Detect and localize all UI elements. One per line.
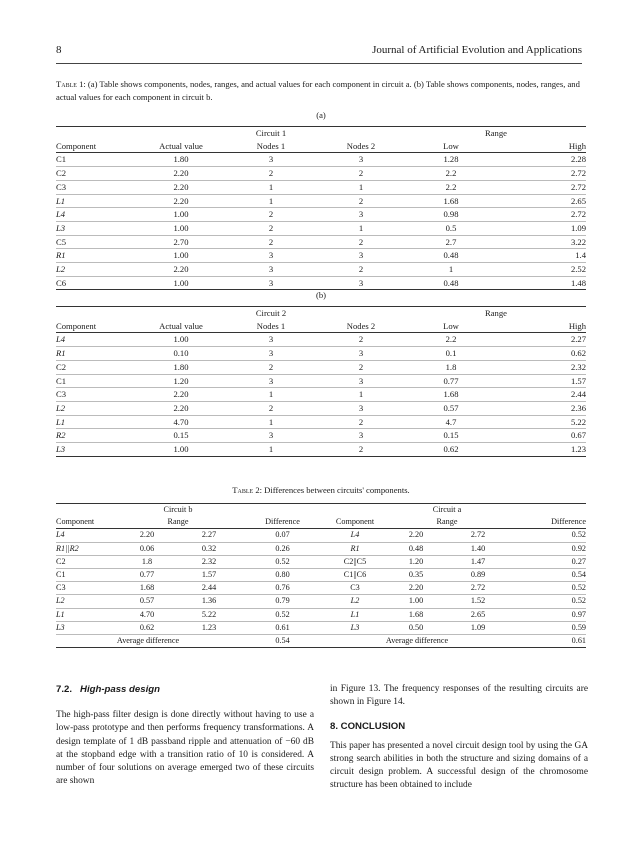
value-cell: 1.00 (136, 276, 226, 290)
value-cell: 2.44 (178, 582, 240, 595)
value-cell: 0.59 (509, 621, 586, 634)
col-header: Difference (240, 516, 325, 529)
component-cell: L2 (56, 401, 136, 415)
value-cell: 2 (316, 263, 406, 277)
value-cell: 0.26 (240, 542, 325, 555)
value-cell: 1.80 (136, 360, 226, 374)
value-cell: 1.68 (385, 608, 447, 621)
value-cell: 0.50 (385, 621, 447, 634)
value-cell: 3 (316, 401, 406, 415)
value-cell: 0.57 (116, 595, 178, 608)
component-cell: C1 (56, 569, 116, 582)
value-cell: 0.15 (136, 429, 226, 443)
value-cell: 1 (226, 415, 316, 429)
value-cell: 0.62 (116, 621, 178, 634)
col-header: Component (56, 516, 116, 529)
right-column (330, 683, 588, 792)
value-cell: 1.48 (496, 276, 586, 290)
component-cell: L1 (56, 194, 136, 208)
value-cell: 0.5 (406, 221, 496, 235)
value-cell: 2.72 (496, 167, 586, 181)
component-cell: C1||C6 (325, 569, 385, 582)
component-cell: L3 (56, 443, 136, 457)
component-cell: C3 (56, 180, 136, 194)
value-cell: 1.80 (136, 153, 226, 167)
value-cell: 3 (226, 429, 316, 443)
value-cell: 2.27 (178, 529, 240, 542)
value-cell: 1.57 (496, 374, 586, 388)
value-cell: 0.35 (385, 569, 447, 582)
col-header: Nodes 2 (316, 320, 406, 333)
value-cell: 0.48 (385, 542, 447, 555)
table-row (56, 208, 586, 222)
section-7-2-heading (56, 683, 314, 696)
value-cell: 1 (226, 194, 316, 208)
col-header: Nodes 1 (226, 320, 316, 333)
component-cell: L4 (56, 333, 136, 347)
value-cell: 0.62 (496, 347, 586, 361)
value-cell: 2.20 (136, 167, 226, 181)
running-header (56, 44, 582, 64)
value-cell: 2 (316, 443, 406, 457)
value-cell: 1.8 (406, 360, 496, 374)
col-header: Nodes 1 (226, 140, 316, 153)
value-cell: 2.20 (136, 401, 226, 415)
table-row (56, 263, 586, 277)
page-number: 8 (56, 44, 62, 56)
table1b (56, 306, 586, 457)
value-cell: 2.2 (406, 180, 496, 194)
table2-caption-label: Table 2: (232, 485, 263, 495)
value-cell: 3 (226, 333, 316, 347)
table-row (56, 582, 586, 595)
table1b-header (56, 320, 586, 333)
value-cell: 2 (226, 235, 316, 249)
value-cell: 0.52 (509, 529, 586, 542)
col-header: Difference (509, 516, 586, 529)
table-row (56, 153, 586, 167)
component-cell: C1 (56, 374, 136, 388)
table1a-header (56, 140, 586, 153)
component-cell: C1 (56, 153, 136, 167)
table1-caption-label: Table 1: (56, 79, 86, 89)
value-cell: 1.20 (136, 374, 226, 388)
value-cell: 0.89 (447, 569, 509, 582)
value-cell: 1.40 (447, 542, 509, 555)
col-header: Actual value (136, 320, 226, 333)
component-cell: C3 (56, 388, 136, 402)
col-header: Range (385, 516, 509, 529)
value-cell: 2.2 (406, 333, 496, 347)
value-cell: 2.20 (116, 529, 178, 542)
value-cell: 4.70 (136, 415, 226, 429)
value-cell: 3 (226, 374, 316, 388)
value-cell: 2.20 (136, 388, 226, 402)
value-cell: 0.07 (240, 529, 325, 542)
paragraph: The high-pass filter design is done directly without having to use a low-pass prototype and then performs frequency transformations. A design template of 1 dB passband ripple and attenuation of −60 dB at the stopband edge with a transition ratio of 10 is considered. A number of four solutions on average emerged two of these circuits are shown (56, 710, 314, 787)
value-cell: 1.00 (136, 249, 226, 263)
table1a-group: Circuit 1 (136, 127, 406, 140)
col-header: Nodes 2 (316, 140, 406, 153)
component-cell: L3 (325, 621, 385, 634)
section-8-heading: 8. CONCLUSION (330, 721, 406, 733)
value-cell: 0.52 (240, 555, 325, 568)
value-cell: 1.00 (136, 443, 226, 457)
value-cell: 1.20 (385, 555, 447, 568)
value-cell: 2.2 (406, 167, 496, 181)
table-row (56, 429, 586, 443)
table1a (56, 126, 586, 290)
table1a-range: Range (406, 127, 586, 140)
value-cell: 0.77 (406, 374, 496, 388)
value-cell: 3.22 (496, 235, 586, 249)
component-cell: R1 (56, 347, 136, 361)
value-cell: 0.54 (509, 569, 586, 582)
average-a: 0.61 (509, 635, 586, 648)
journal-title: Journal of Artificial Evolution and Applications (372, 44, 582, 56)
value-cell: 3 (316, 153, 406, 167)
value-cell: 2.20 (385, 529, 447, 542)
col-header: Low (406, 320, 496, 333)
value-cell: 2 (316, 360, 406, 374)
value-cell: 1.23 (496, 443, 586, 457)
value-cell: 1.52 (447, 595, 509, 608)
component-cell: L1 (56, 415, 136, 429)
average-label: Average difference (325, 635, 509, 648)
table1-caption-text: (a) Table shows components, nodes, ranges, and actual values for each component in circuit a. (b) Table shows components, nodes, ranges, and actual values for each component in circuit b. (56, 79, 580, 102)
component-cell: L1 (56, 608, 116, 621)
value-cell: 1 (406, 263, 496, 277)
value-cell: 1.28 (406, 153, 496, 167)
value-cell: 1.68 (406, 388, 496, 402)
table1b-range: Range (406, 307, 586, 320)
value-cell: 0.62 (406, 443, 496, 457)
value-cell: 0.27 (509, 555, 586, 568)
value-cell: 0.98 (406, 208, 496, 222)
component-cell: C2||C5 (325, 555, 385, 568)
value-cell: 1.09 (496, 221, 586, 235)
value-cell: 2 (226, 221, 316, 235)
table2-group-a: Circuit a (385, 504, 509, 517)
average-label: Average difference (56, 635, 240, 648)
value-cell: 0.67 (496, 429, 586, 443)
table-row (56, 374, 586, 388)
component-cell: R1 (56, 249, 136, 263)
value-cell: 2.72 (447, 529, 509, 542)
table-row (56, 608, 586, 621)
component-cell: L2 (56, 263, 136, 277)
component-cell: L3 (56, 221, 136, 235)
value-cell: 2.36 (496, 401, 586, 415)
value-cell: 0.52 (509, 595, 586, 608)
value-cell: 2.20 (136, 194, 226, 208)
value-cell: 1 (316, 180, 406, 194)
col-header: Component (325, 516, 385, 529)
table-row (56, 167, 586, 181)
value-cell: 2.20 (136, 263, 226, 277)
value-cell: 0.97 (509, 608, 586, 621)
component-cell: R1 (325, 542, 385, 555)
value-cell: 5.22 (496, 415, 586, 429)
table2-group-b: Circuit b (116, 504, 240, 517)
value-cell: 2.20 (136, 180, 226, 194)
value-cell: 0.48 (406, 276, 496, 290)
component-cell: C2 (56, 555, 116, 568)
col-header: Range (116, 516, 240, 529)
table1b-sublabel: (b) (315, 290, 327, 300)
value-cell: 1.00 (136, 208, 226, 222)
component-cell: C5 (56, 235, 136, 249)
value-cell: 0.10 (136, 347, 226, 361)
value-cell: 2 (316, 333, 406, 347)
value-cell: 1.23 (178, 621, 240, 634)
value-cell: 3 (226, 153, 316, 167)
value-cell: 0.52 (509, 582, 586, 595)
value-cell: 2 (226, 208, 316, 222)
value-cell: 1.68 (406, 194, 496, 208)
col-header: Actual value (136, 140, 226, 153)
value-cell: 4.70 (116, 608, 178, 621)
component-cell: L4 (56, 208, 136, 222)
value-cell: 2 (226, 167, 316, 181)
value-cell: 3 (226, 249, 316, 263)
component-cell: L3 (56, 621, 116, 634)
value-cell: 1.68 (116, 582, 178, 595)
value-cell: 0.92 (509, 542, 586, 555)
value-cell: 0.06 (116, 542, 178, 555)
component-cell: C2 (56, 167, 136, 181)
value-cell: 0.80 (240, 569, 325, 582)
value-cell: 2 (316, 194, 406, 208)
value-cell: 2.7 (406, 235, 496, 249)
value-cell: 3 (316, 249, 406, 263)
table-row (56, 569, 586, 582)
col-header: Component (56, 320, 136, 333)
value-cell: 2.70 (136, 235, 226, 249)
component-cell: C3 (325, 582, 385, 595)
value-cell: 1 (226, 443, 316, 457)
average-b: 0.54 (240, 635, 325, 648)
value-cell: 3 (316, 429, 406, 443)
component-cell: C6 (56, 276, 136, 290)
table-row (56, 401, 586, 415)
value-cell: 0.77 (116, 569, 178, 582)
value-cell: 5.22 (178, 608, 240, 621)
value-cell: 0.1 (406, 347, 496, 361)
value-cell: 1 (226, 180, 316, 194)
value-cell: 1.36 (178, 595, 240, 608)
value-cell: 1 (316, 221, 406, 235)
table2 (56, 503, 586, 648)
component-cell: L4 (325, 529, 385, 542)
col-header: High (496, 320, 586, 333)
value-cell: 3 (226, 347, 316, 361)
value-cell: 1.00 (136, 221, 226, 235)
value-cell: 2.72 (496, 180, 586, 194)
value-cell: 1.4 (496, 249, 586, 263)
value-cell: 1.00 (136, 333, 226, 347)
table1a-sublabel: (a) (316, 110, 326, 120)
value-cell: 1.57 (178, 569, 240, 582)
value-cell: 0.79 (240, 595, 325, 608)
value-cell: 0.32 (178, 542, 240, 555)
value-cell: 2.32 (496, 360, 586, 374)
table-row (56, 180, 586, 194)
paragraph: in Figure 13. The frequency responses of the resulting circuits are shown in Figure 14. (330, 684, 588, 708)
component-cell: L4 (56, 529, 116, 542)
table-row (56, 221, 586, 235)
table2-header (56, 516, 586, 529)
value-cell: 3 (316, 374, 406, 388)
table-row (56, 249, 586, 263)
section-title: High-pass design (80, 684, 160, 695)
table1-caption (56, 78, 586, 104)
table-row (56, 333, 586, 347)
table-row (56, 542, 586, 555)
table-row (56, 621, 586, 634)
value-cell: 3 (316, 208, 406, 222)
value-cell: 0.76 (240, 582, 325, 595)
col-header: High (496, 140, 586, 153)
value-cell: 0.61 (240, 621, 325, 634)
value-cell: 2 (316, 235, 406, 249)
table-row (56, 529, 586, 542)
value-cell: 1.09 (447, 621, 509, 634)
table1b-group: Circuit 2 (136, 307, 406, 320)
value-cell: 0.15 (406, 429, 496, 443)
value-cell: 3 (316, 347, 406, 361)
value-cell: 0.48 (406, 249, 496, 263)
table-row (56, 235, 586, 249)
component-cell: L1 (325, 608, 385, 621)
table-row (56, 595, 586, 608)
table2-average-row (56, 635, 586, 648)
value-cell: 1.8 (116, 555, 178, 568)
component-cell: R1||R2 (56, 542, 116, 555)
value-cell: 2.65 (447, 608, 509, 621)
value-cell: 2 (226, 360, 316, 374)
left-column (56, 683, 314, 788)
table2-caption (56, 485, 586, 495)
table-row (56, 555, 586, 568)
section-number: 7.2. (56, 684, 73, 695)
col-header: Component (56, 140, 136, 153)
value-cell: 2.72 (447, 582, 509, 595)
component-cell: C3 (56, 582, 116, 595)
table-row (56, 443, 586, 457)
component-cell: L2 (325, 595, 385, 608)
value-cell: 3 (226, 276, 316, 290)
value-cell: 3 (316, 276, 406, 290)
value-cell: 2.52 (496, 263, 586, 277)
value-cell: 2.27 (496, 333, 586, 347)
value-cell: 1 (226, 388, 316, 402)
value-cell: 2.65 (496, 194, 586, 208)
table-row (56, 194, 586, 208)
value-cell: 4.7 (406, 415, 496, 429)
value-cell: 2 (226, 401, 316, 415)
value-cell: 2 (316, 167, 406, 181)
value-cell: 2.44 (496, 388, 586, 402)
value-cell: 2.20 (385, 582, 447, 595)
value-cell: 1.47 (447, 555, 509, 568)
table-row (56, 415, 586, 429)
table-row (56, 388, 586, 402)
table-row (56, 360, 586, 374)
value-cell: 2.28 (496, 153, 586, 167)
table-row (56, 276, 586, 290)
col-header: Low (406, 140, 496, 153)
component-cell: L2 (56, 595, 116, 608)
table-row (56, 347, 586, 361)
value-cell: 3 (226, 263, 316, 277)
component-cell: R2 (56, 429, 136, 443)
component-cell: C2 (56, 360, 136, 374)
value-cell: 0.57 (406, 401, 496, 415)
paragraph: This paper has presented a novel circuit design tool by using the GA strong search abilities in both the structure and sizing domains of a circuit design problem. A successful design of the chromosome structure has been obtained to include (330, 740, 588, 791)
value-cell: 2.72 (496, 208, 586, 222)
value-cell: 1.00 (385, 595, 447, 608)
value-cell: 1 (316, 388, 406, 402)
table2-caption-text: Differences between circuits' components. (262, 485, 410, 495)
value-cell: 2 (316, 415, 406, 429)
value-cell: 0.52 (240, 608, 325, 621)
value-cell: 2.32 (178, 555, 240, 568)
